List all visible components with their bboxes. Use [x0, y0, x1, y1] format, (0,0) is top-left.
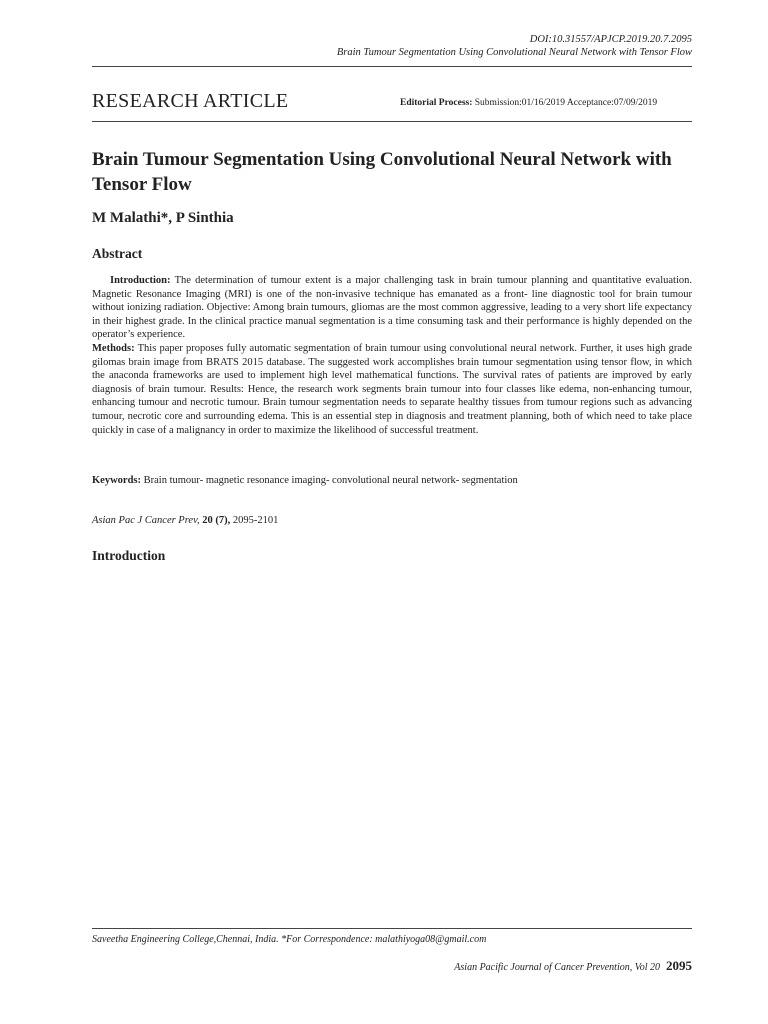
citation-journal: Asian Pac J Cancer Prev, — [92, 515, 200, 526]
footer-rule — [92, 928, 692, 929]
keywords-text: Brain tumour- magnetic resonance imaging- convolutional neural network- segmentation — [143, 475, 518, 486]
citation-volume: 20 (7), — [202, 515, 231, 526]
editorial-dates: Submission:01/16/2019 Acceptance:07/09/2019 — [474, 98, 658, 108]
authors: M Malathi*, P Sinthia — [92, 210, 234, 226]
citation — [92, 514, 278, 528]
paper-title: Brain Tumour Segmentation Using Convolutional Neural Network with Tensor Flow — [92, 149, 672, 195]
article-type: RESEARCH ARTICLE — [92, 90, 289, 112]
abstract-methods-text: This paper proposes fully automatic segmentation of brain tumour using convolutional neural network. Further, it uses high grade gilomas brain image from BRATS 2015 database. The suggested work accomplishes brain tumour segmentation using tensor flow, in which the anaconda frameworks are used to implement high level mathematical functions. The survival rates of patients are improved by early diagnosis of brain tumour. Results: Hence, the research work segments brain tumour into four classes like edema, non-enhancing tumour, enhancing tumour and necrotic tumour. Brain tumour segmentation needs to separate healthy tissues from tumour regions such as advancing tumour, necrotic core and surrounding edema. This is an essential step in diagnosis and treatment planning, both of which need to take place quickly in case of a malignancy in order to maximize the likelihood of successful treatment. — [92, 342, 692, 436]
keywords — [92, 474, 692, 488]
abstract-intro-text: The determination of tumour extent is a major challenging task in brain tumour planning and quantitative evaluation. Magnetic Resonance Imaging (MRI) is one of the non-invasive technique has emanated as a front- line diagnostic tool for brain tumour without ionizing radiation. Objective: Among brain tumours, gliomas are the most common aggressive, leading to a very short life expectancy in their highest grade. In the clinical practice manual segmentation is a time consuming task and their performance is highly depended on the operator’s experience. — [92, 275, 693, 341]
abstract-intro-label: Introduction: — [110, 275, 171, 286]
abstract-body — [92, 274, 692, 437]
running-title: Brain Tumour Segmentation Using Convolutional Neural Network with Tensor Flow — [336, 47, 692, 58]
footer-journal: Asian Pacific Journal of Cancer Prevention, Vol 20 — [454, 962, 660, 973]
page-number: 2095 — [666, 958, 692, 973]
doi: DOI:10.31557/APJCP.2019.20.7.2095 — [529, 34, 692, 45]
editorial-process — [400, 98, 657, 108]
citation-pages: 2095-2101 — [232, 515, 279, 526]
affiliation: Saveetha Engineering College,Chennai, India. *For Correspondence: malathiyoga08@gmail.com — [92, 934, 487, 945]
intro-heading: Introduction — [92, 548, 166, 563]
abstract-heading: Abstract — [92, 246, 143, 261]
keywords-label: Keywords: — [92, 475, 141, 486]
abstract-methods-label: Methods: — [92, 342, 135, 354]
header-rule-2 — [92, 121, 692, 122]
editorial-label: Editorial Process: — [400, 98, 473, 108]
header-rule — [92, 66, 692, 67]
